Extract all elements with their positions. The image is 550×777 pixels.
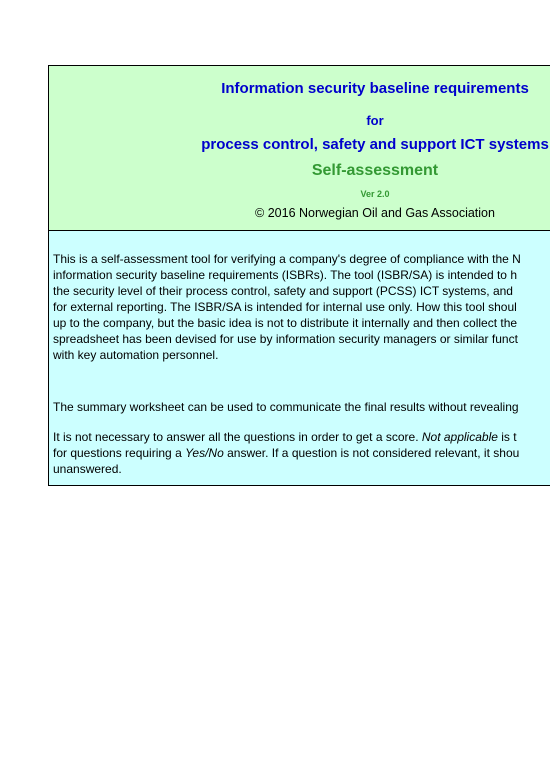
intro-line: spreadsheet has been devised for use by information security managers or similar funct [53, 332, 518, 346]
yes-no-term: Yes/No [185, 446, 224, 460]
for-label: for [366, 113, 384, 128]
document-subtitle: process control, safety and support ICT systems [201, 136, 549, 153]
scoring-line: for questions requiring a Yes/No answer. If a question is not considered relevant, it shou [53, 446, 520, 460]
document-title: Information security baseline requirements [221, 80, 529, 97]
title-block [49, 66, 550, 231]
intro-paragraph [53, 251, 550, 363]
description-block [49, 231, 550, 485]
intro-line: This is a self-assessment tool for verifying a company's degree of compliance with the N [53, 252, 521, 266]
intro-line: for external reporting. The ISBR/SA is intended for internal use only. How this tool shoul [53, 300, 517, 314]
self-assessment-heading: Self-assessment [311, 162, 439, 179]
scoring-note [53, 429, 550, 477]
not-applicable-term: Not applicable [421, 430, 498, 444]
summary-note: The summary worksheet can be used to communicate the final results without revealing [53, 400, 519, 414]
scoring-line: It is not necessary to answer all the questions in order to get a score. Not applicable is t [53, 430, 517, 444]
copyright-notice: © 2016 Norwegian Oil and Gas Association [255, 206, 495, 220]
intro-line: with key automation personnel. [53, 348, 219, 362]
intro-line: up to the company, but the basic idea is not to distribute it internally and then collect the [53, 316, 518, 330]
scoring-line: unanswered. [53, 462, 122, 476]
version-label: Ver 2.0 [360, 189, 390, 199]
intro-line: the security level of their process control, safety and support (PCSS) ICT systems, and [53, 284, 513, 298]
worksheet-frame [48, 65, 550, 486]
intro-line: information security baseline requirements (ISBRs). The tool (ISBR/SA) is intended to h [53, 268, 517, 282]
